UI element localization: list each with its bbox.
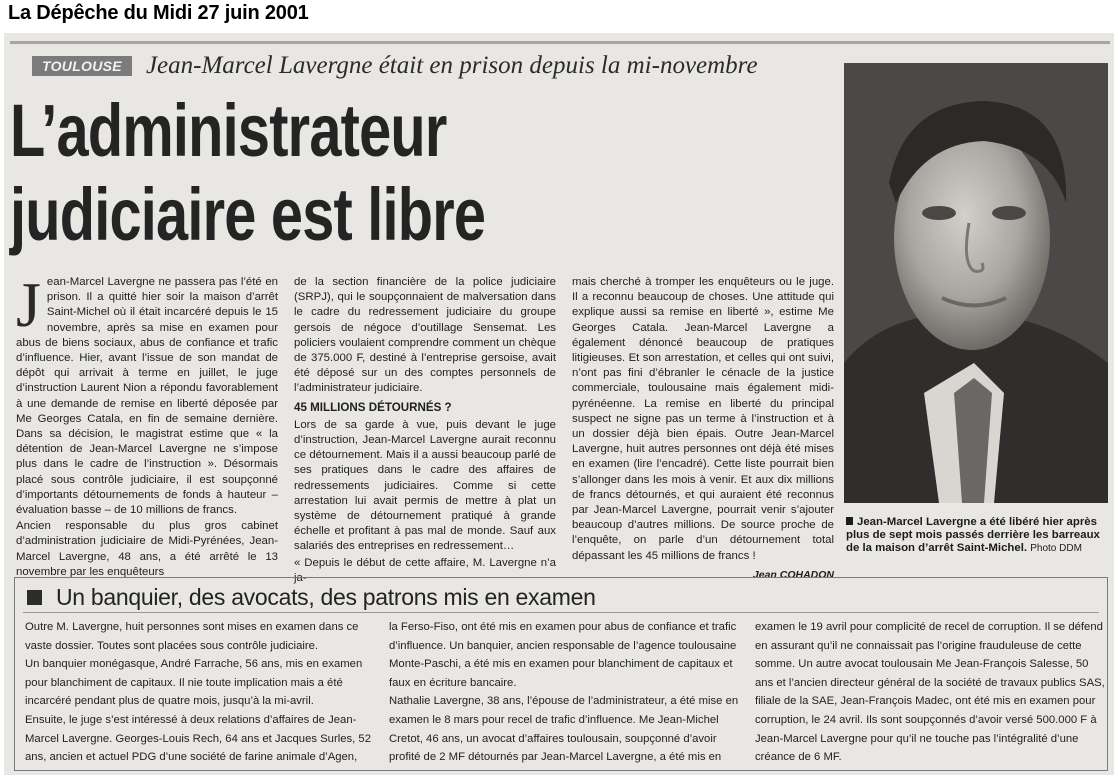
article-paragraph: Ancien responsable du plus gros cabinet d’administration judiciaire de Midi-Pyrénées, Jean-Marcel Lavergne, 48 ans, a été arrêté le 13 novembre par les enquêteurs	[16, 520, 278, 578]
sidebar-box	[14, 577, 1108, 771]
box-paragraph: Outre M. Lavergne, huit personnes sont mises en examen dans ce vaste dossier. Toutes sont placées sous contrôle judiciaire.	[25, 621, 359, 652]
photo-caption-text: Jean-Marcel Lavergne a été libéré hier après plus de sept mois passés derrière les barreaux de la maison d’arrêt Saint-Michel.	[846, 516, 1100, 554]
portrait-photo	[844, 63, 1108, 503]
box-rule	[23, 612, 1099, 613]
source-caption: La Dépêche du Midi 27 juin 2001	[8, 2, 309, 24]
caption-bullet	[846, 517, 853, 525]
headline	[10, 89, 485, 257]
box-paragraph: la Ferso-Fiso, ont été mis en examen pour abus de confiance et trafic d’influence. Un banquier, ancien responsable de l’agence toulousaine Monte-Paschi, a été mis en examen pour blanchiment de capitaux et faux en écriture bancaire.	[389, 621, 737, 689]
box-heading: Un banquier, des avocats, des patrons mis en examen	[56, 584, 596, 610]
article-paragraph: Lors de sa garde à vue, puis devant le juge d’instruction, Jean-Marcel Lavergne aurait reconnu ce détournement. Mais il a aussi beaucoup parlé de ses pratiques dans le cadre des affaires de redressements judiciaires. Comme si cette arrestation lui avait permis de mettre à plat un système de détournement pratiqué à grande échelle et profitant à pas mal de monde. Sauf aux salariés des entreprises en redressement…	[294, 418, 556, 553]
box-square-icon	[27, 590, 42, 605]
portrait-illustration	[844, 63, 1108, 503]
article-paragraph: mais cherché à tromper les enquêteurs ou le juge. Il a reconnu beaucoup de choses. Une attitude qui explique aussi sa remise en liberté », estime Me Georges Catala. Jean-Marcel Lavergne a également dénoncé beaucoup de pratiques litigieuses. Et son arrestation, et celles qui ont suivi, n’ont pas fini d’ébranler le cénacle de la justice commerciale, toulousaine mais également midi-pyrénéenne. La remise en liberté du principal suspect ne signe pas un terme à l’instruction et à un dossier déjà bien épais. Outre Jean-Marcel Lavergne, huit autres personnes ont déjà été mises en examen (lire l’encadré). Cette liste pourrait bien s’allonger dans les mois à venir. Et aux dix millions de francs détournés, et qui auraient été reconnus par Jean-Marcel Lavergne, pourrait venir s’ajouter beaucoup d’autres millions. De source proche de l’enquête, on parle d’un détournement total dépassant les 45 millions de francs !	[572, 276, 834, 562]
photo-credit: Photo DDM	[1030, 543, 1082, 554]
box-paragraph: examen le 19 avril pour complicité de recel de corruption. Il se défend en assurant qu’il ne connaissait pas l’origine frauduleuse de cette somme. Un autre avocat toulousain Me Jean-François Salesse, 50 ans et l’ancien directeur général de la société de travaux publics SAS, filiale de la SAE, Jean-François Madec, ont été mis en examen pour corruption, le 24 avril. Ils sont soupçonnés d’avoir versé 500.000 F à Jean-Marcel Lavergne pour qu’il ne touche pas l’intégralité d’une créance de 6 MF.	[755, 621, 1105, 764]
headline-line-1: L’administrateur	[10, 89, 447, 172]
kicker-row	[32, 51, 758, 81]
article-column-2	[294, 275, 556, 587]
photo-caption	[846, 516, 1112, 555]
article-paragraph: « Depuis le début de cette affaire, M. Lavergne n’a ja-	[294, 556, 556, 584]
dropcap: J	[16, 269, 41, 340]
kicker: Jean-Marcel Lavergne était en prison depuis la mi-novembre	[145, 52, 758, 79]
paragraph-text: ean-Marcel Lavergne ne passera pas l’été en prison. Il a quitté hier soir la maison d’arrêt Saint-Michel où il était incarcéré depuis le 15 novembre, après sa mise en examen pour abus de biens sociaux, abus de confiance et trafic d’influence. Hier, avant l’issue de son mandat de dépôt qui arrivait à terme en juillet, le juge d’instruction Laurent Nion a répondu favorablement à une demande de remise en liberté déposée par Me Georges Catala, en fin de semaine dernière. Dans sa décision, le magistrat estime que « la détention de Jean-Marcel Lavergne ne s’impose plus dans le cadre de l’instruction ». Désormais placé sous contrôle judiciaire, il est soupçonné d’importants détournements de fonds à hauteur – évaluation basse – de 10 millions de francs.	[16, 276, 278, 517]
top-rule	[10, 41, 1110, 44]
section-subhead: 45 MILLIONS DÉTOURNÉS ?	[294, 400, 452, 414]
newspaper-clipping	[4, 33, 1114, 775]
box-column-3	[755, 618, 1107, 767]
article-column-3	[572, 275, 834, 583]
byline: Jean COHADON	[752, 568, 834, 581]
headline-line-2: judiciaire est libre	[10, 173, 486, 256]
article-paragraph	[16, 269, 278, 518]
box-paragraph: Nathalie Lavergne, 38 ans, l’épouse de l’administrateur, a été mise en examen le 8 mars pour recel de trafic d’influence. Me Jean-Michel Cretot, 46 ans, un avocat d’affaires toulousain, soupçonné d’avoir profité de 2 MF détournés par Jean-Marcel Lavergne, a été mis en	[389, 695, 739, 764]
rubric-tag: TOULOUSE	[32, 56, 132, 76]
box-column-1	[25, 618, 377, 767]
box-paragraph: Un banquier monégasque, André Farrache, 56 ans, mis en examen pour blanchiment de capitaux. Il nie toute implication mais a été incarcéré pendant plus de quatre mois, jusqu’à la mi-avril.	[25, 658, 363, 708]
box-title	[27, 584, 596, 611]
article-paragraph: de la section financière de la police judiciaire (SRPJ), qui le soupçonnaient de malversation dans le cadre du redressement judiciaire du groupe gersois de négoce d’outillage Sensemat. Les policiers voulaient comprendre comment un chèque de 375.000 F, destiné à l’entreprise gersoise, avait été déposé sur un des comptes personnels de l’administrateur judiciaire.	[294, 276, 556, 395]
article-column-1	[16, 269, 278, 581]
box-column-2	[389, 618, 741, 767]
box-paragraph: Ensuite, le juge s’est intéressé à deux relations d’affaires de Jean-Marcel Lavergne. Georges-Louis Rech, 64 ans et Jacques Surles, 52 ans, ancien et actuel PDG d’une société de farine animale d’Agen,	[25, 713, 372, 764]
